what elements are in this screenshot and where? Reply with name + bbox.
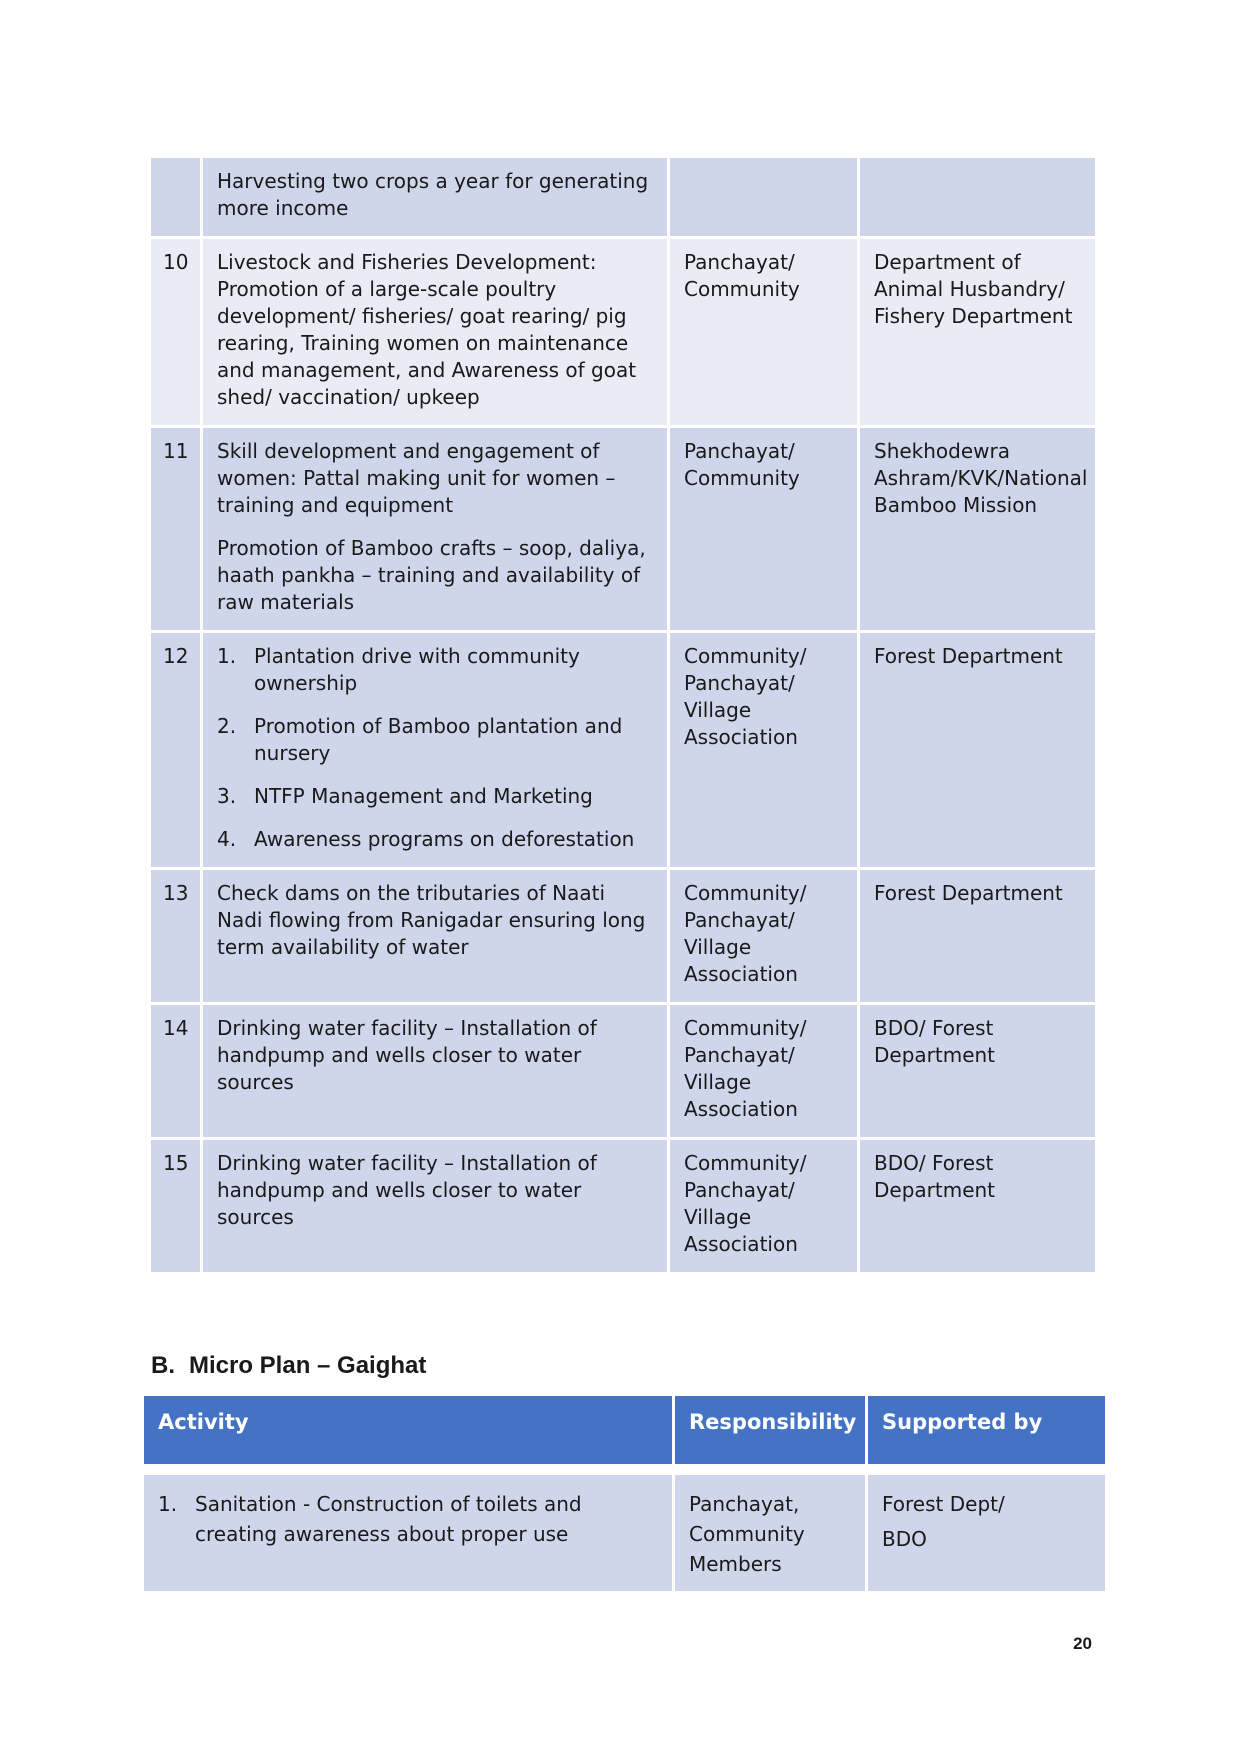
list-item-number: 4. (217, 827, 237, 851)
activity-list (217, 643, 653, 853)
column-header-responsibility: Responsibility (674, 1395, 867, 1466)
section-title: Micro Plan – Gaighat (189, 1352, 427, 1379)
spacer-row (143, 1466, 1107, 1474)
responsibility-cell: Community/ Panchayat/ Village Association (669, 869, 859, 1004)
activity-text: Promotion of Bamboo crafts – soop, daliya, haath pankha – training and availability of raw materials (217, 536, 646, 614)
section-number: B. (151, 1352, 175, 1379)
supported-by-cell (859, 157, 1097, 238)
header-row (143, 1395, 1107, 1466)
activity-cell (202, 1139, 669, 1274)
table-row (150, 427, 1097, 632)
activity-item (158, 1489, 658, 1549)
supported-by-cell: Shekhodewra Ashram/KVK/National Bamboo Mission (859, 427, 1097, 632)
row-number: 13 (150, 869, 202, 1004)
activity-text: Harvesting two crops a year for generating more income (217, 169, 649, 220)
list-item (217, 713, 653, 767)
row-number (150, 157, 202, 238)
supported-by-cell: BDO/ Forest Department (859, 1004, 1097, 1139)
list-item-text: Promotion of Bamboo plantation and nursery (254, 714, 623, 765)
section-heading (151, 1352, 426, 1380)
supported-by-cell: Forest Department (859, 869, 1097, 1004)
table-row (150, 157, 1097, 238)
table-row (143, 1474, 1107, 1593)
list-item-number: 1. (158, 1492, 178, 1516)
list-item (217, 826, 653, 853)
activity-cell (202, 632, 669, 869)
row-number: 14 (150, 1004, 202, 1139)
list-item-text: Awareness programs on deforestation (254, 827, 635, 851)
supported-by-cell: Forest Department (859, 632, 1097, 869)
list-item-number: 2. (217, 714, 237, 738)
row-number: 11 (150, 427, 202, 632)
table-row (150, 869, 1097, 1004)
list-item-number: 3. (217, 784, 237, 808)
activity-cell (202, 1004, 669, 1139)
table-row (150, 1139, 1097, 1274)
list-item (217, 783, 653, 810)
list-item-number: 1. (217, 644, 237, 668)
table-row (150, 632, 1097, 869)
supported-by-cell: Department of Animal Husbandry/ Fishery Department (859, 238, 1097, 427)
activity-cell (202, 869, 669, 1004)
table-row (150, 1004, 1097, 1139)
list-item-text: NTFP Management and Marketing (254, 784, 593, 808)
responsibility-cell: Panchayat, Community Members (674, 1474, 867, 1593)
list-item (217, 643, 653, 697)
activity-text: Check dams on the tributaries of Naati Nadi flowing from Ranigadar ensuring long term availability of water (217, 881, 646, 959)
supported-by-cell: BDO/ Forest Department (859, 1139, 1097, 1274)
supported-by-cell (867, 1474, 1107, 1593)
supported-by-line: Forest Dept/ (882, 1492, 1005, 1516)
responsibility-cell: Community/ Panchayat/ Village Association (669, 1139, 859, 1274)
responsibility-cell: Panchayat/ Community (669, 238, 859, 427)
row-number: 10 (150, 238, 202, 427)
responsibility-cell: Community/ Panchayat/ Village Association (669, 632, 859, 869)
column-header-activity: Activity (143, 1395, 674, 1466)
activity-text: Livestock and Fisheries Development: Promotion of a large-scale poultry development/ fisheries/ goat rearing/ pig rearing, Training women on maintenance and management, and Awareness of goat shed/ vaccination/ upkeep (217, 250, 637, 409)
activity-text: Drinking water facility – Installation of handpump and wells closer to water sources (217, 1016, 597, 1094)
activity-cell (202, 427, 669, 632)
list-item-text: Plantation drive with community ownership (254, 644, 580, 695)
activity-cell (202, 157, 669, 238)
row-number: 12 (150, 632, 202, 869)
row-number: 15 (150, 1139, 202, 1274)
page-number: 20 (1073, 1634, 1092, 1653)
activity-text: Skill development and engagement of women: Pattal making unit for women – training and equipment (217, 439, 616, 517)
responsibility-cell (669, 157, 859, 238)
column-header-supported-by: Supported by (867, 1395, 1107, 1466)
table-row (150, 238, 1097, 427)
action-plan-table (148, 155, 1098, 1275)
supported-by-line: BDO (882, 1527, 927, 1551)
spacer-cell (143, 1466, 1107, 1474)
micro-plan-table (141, 1393, 1108, 1594)
activity-text: Sanitation - Construction of toilets and creating awareness about proper use (195, 1492, 582, 1546)
responsibility-cell: Panchayat/ Community (669, 427, 859, 632)
responsibility-cell: Community/ Panchayat/ Village Association (669, 1004, 859, 1139)
activity-cell (143, 1474, 674, 1593)
activity-cell (202, 238, 669, 427)
activity-text: Drinking water facility – Installation of handpump and wells closer to water sources (217, 1151, 597, 1229)
